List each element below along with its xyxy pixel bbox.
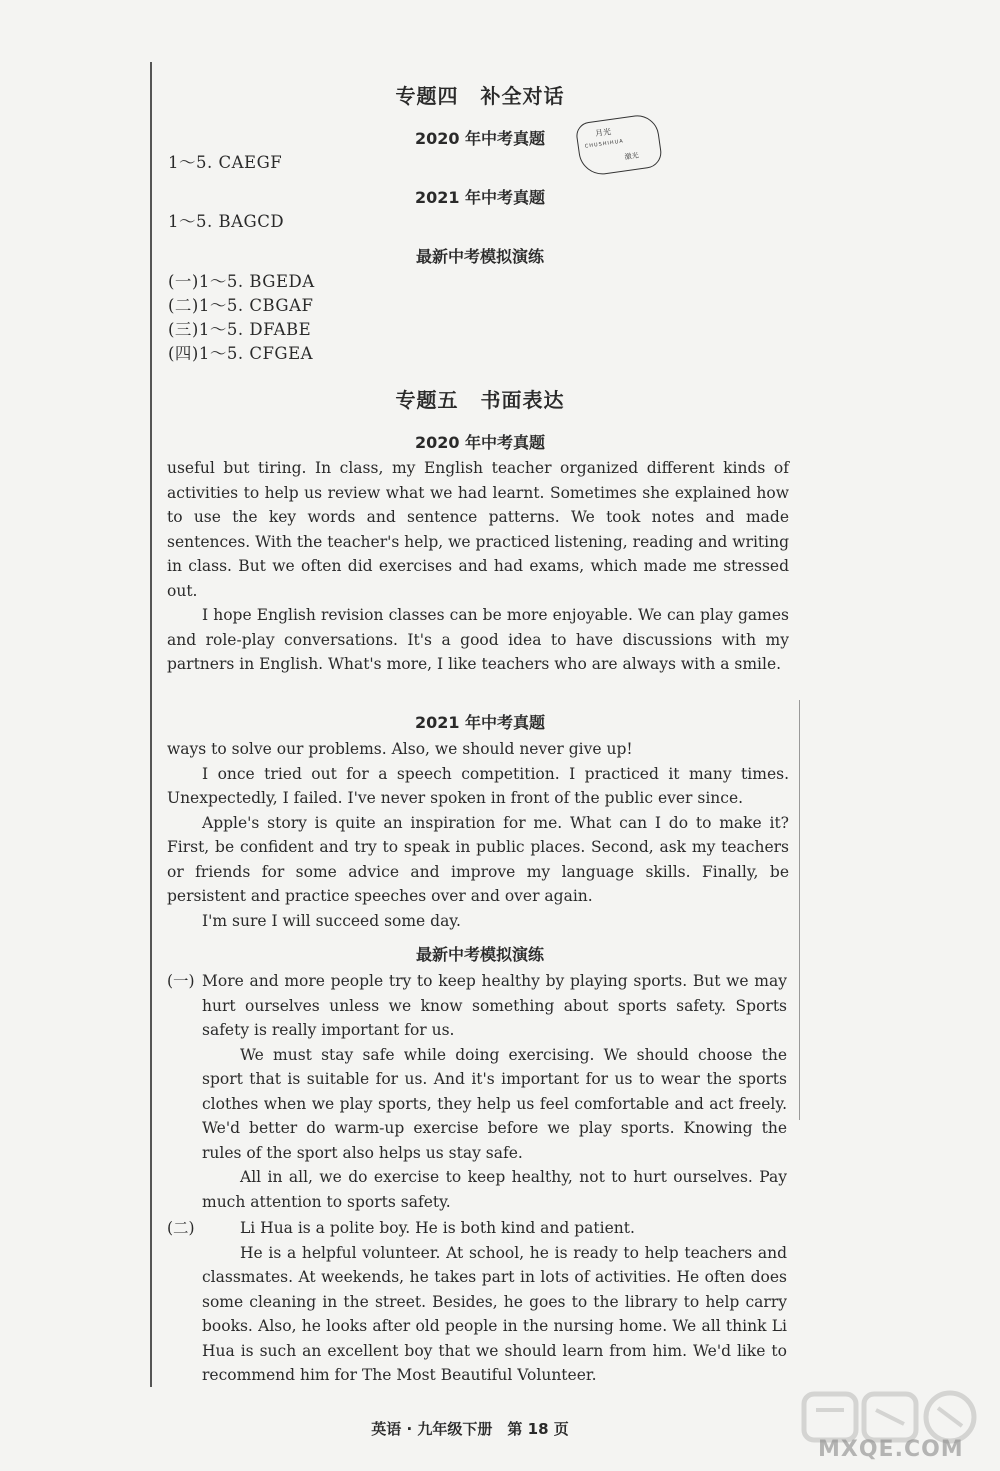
mock-2-essay xyxy=(202,1216,787,1388)
s5-2020-heading: 2020 年中考真题 xyxy=(414,433,546,452)
essay-paragraph: Apple's story is quite an inspiration for me. What can I do to make it? First, be confident and try to speak in public places. Second, ask my teachers or friends for some advice and improve my language skills. Finally, be persistent and practice speeches over and over again. xyxy=(167,813,789,905)
mock-answer-line: (三)1～5. DFABE xyxy=(168,320,312,339)
essay-paragraph: Li Hua is a polite boy. He is both kind and patient. xyxy=(240,1219,635,1237)
watermark-text: MXQE.COM xyxy=(818,1437,964,1462)
mock-1-essay xyxy=(202,969,787,1214)
essay-paragraph: I'm sure I will succeed some day. xyxy=(202,911,461,930)
essay-paragraph: I hope English revision classes can be more enjoyable. We can play games and role-play conversations. It's a good idea to have discussions with my partners in English. What's more, I like teachers who are always with a smile. xyxy=(167,606,789,673)
s4-2021-heading: 2021 年中考真题 xyxy=(414,188,546,207)
s5-2020-essay xyxy=(167,456,789,677)
essay-paragraph: He is a helpful volunteer. At school, he is ready to help teachers and classmates. At weekends, he takes part in lots of activities. He often does some cleaning in the street. Besides, he goes to the library to help carry books. Also, he looks after old people in the nursing home. We all think Li Hua is such an excellent boy that we should learn from him. We'd like to recommend him for The Most Beautiful Volunteer. xyxy=(202,1243,787,1384)
essay-paragraph: We must stay safe while doing exercising. We should choose the sport that is suitable for us. And it's important for us to wear the sports clothes when we play sports, they help us feel comfortable and act freely. We'd better do warm-up exercise before we play sports. Knowing the rules of the sport also helps us stay safe. xyxy=(202,1045,787,1162)
mock-answer-line: (二)1～5. CBGAF xyxy=(168,296,314,315)
essay-paragraph: I once tried out for a speech competition. I practiced it many times. Unexpectedly, I failed. I've never spoken in front of the public ever since. xyxy=(167,764,789,807)
essay-paragraph: More and more people try to keep healthy by playing sports. But we may hurt ourselves unless we know something about sports safety. Sports safety is really important for us. xyxy=(202,972,787,1039)
essay-paragraph: ways to solve our problems. Also, we should never give up! xyxy=(167,740,633,758)
s4-mock-answers xyxy=(168,270,315,366)
mock-2-label: (二) xyxy=(167,1219,195,1237)
s5-mock-heading: 最新中考模拟演练 xyxy=(415,945,544,964)
section-5-title: 专题五 书面表达 xyxy=(395,388,565,412)
s4-2020-heading: 2020 年中考真题 xyxy=(414,129,546,148)
page-footer: 英语 · 九年级下册 第 18 页 xyxy=(371,1420,569,1438)
mock-1-label: (一) xyxy=(167,972,195,990)
s5-2021-heading: 2021 年中考真题 xyxy=(414,713,546,732)
s4-mock-heading: 最新中考模拟演练 xyxy=(415,247,544,266)
section-4-title: 专题四 补全对话 xyxy=(395,84,565,108)
mock-answer-line: (一)1～5. BGEDA xyxy=(168,272,315,291)
s4-2020-answers: 1～5. CAEGF xyxy=(168,153,283,172)
s4-2021-answers: 1～5. BAGCD xyxy=(168,212,285,231)
essay-paragraph: useful but tiring. In class, my English teacher organized different kinds of activities to help us review what we had learnt. Sometimes she explained how to use the key words and sentence patterns. We took notes and made sentences. With the teacher's help, we practiced listening, reading and writing in class. But we often did exercises and had exams, which made me stressed out. xyxy=(167,459,789,600)
s5-2021-essay xyxy=(167,737,789,933)
right-margin-rule xyxy=(799,700,800,1120)
stamp-seal: 月光 CHUSHIHUA 激光 xyxy=(575,113,664,178)
mock-answer-line: (四)1～5. CFGEA xyxy=(168,344,314,363)
essay-paragraph: All in all, we do exercise to keep healthy, not to hurt ourselves. Pay much attention to sports safety. xyxy=(202,1168,787,1211)
